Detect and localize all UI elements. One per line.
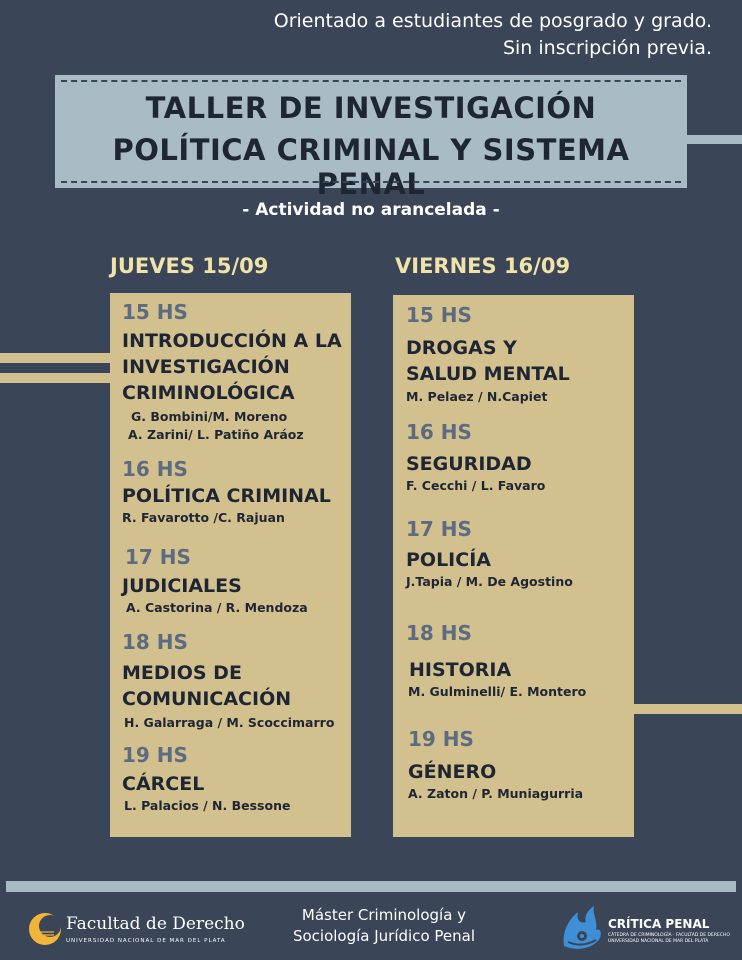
facultad-logo-name: Facultad de Derecho [66,914,245,934]
slot-topic-line: SEGURIDAD [406,453,532,475]
slot-topic [122,573,308,599]
audience-note-line1: Orientado a estudiantes de posgrado y grado. [273,10,712,32]
slot-topic-line: MEDIOS DE [122,662,242,684]
slot-hour: 15 HS [122,300,188,324]
slot-speakers [406,683,586,701]
title-accent-bar [687,135,742,144]
slot-speaker-line: H. Galarraga / M. Scoccimarro [124,715,335,730]
schedule-slot [408,727,583,803]
slot-hour: 17 HS [125,545,191,569]
schedule-slot [406,420,545,495]
slot-topic-line: POLÍTICA CRIMINAL [122,485,331,507]
slot-hour: 19 HS [122,743,188,767]
slot-hour: 17 HS [406,517,472,541]
fee-note: - Actividad no arancelada - [242,200,500,220]
slot-topic-line: CÁRCEL [122,773,205,795]
facultad-derecho-logo [28,912,245,950]
slot-topic [406,547,573,573]
slot-topic-line: HISTORIA [409,659,512,681]
audience-note [274,8,712,62]
schedule-panel-thursday [110,293,351,837]
slot-topic [122,483,331,509]
slot-speakers [408,785,583,803]
schedule-slot [406,621,586,701]
slot-speakers [406,388,570,406]
page-title-line1: TALLER DE INVESTIGACIÓN [145,91,597,125]
slot-speaker-line: A. Castorina / R. Mendoza [126,600,308,615]
slot-topic-line: GÉNERO [408,761,497,783]
slot-speaker-line: M. Gulminelli/ E. Montero [408,684,587,699]
slot-hour: 18 HS [122,630,188,654]
slot-topic [406,657,586,683]
decorative-connector-bar [634,704,742,714]
slot-topic [406,451,545,477]
critica-penal-emblem-icon [558,902,604,954]
footer-divider-bar [6,881,736,892]
slot-hour: 15 HS [406,303,472,327]
title-dashed-border-bottom [61,181,681,183]
slot-topic-line: INTRODUCCIÓN A LA [122,330,342,352]
title-dashed-border-top [61,80,681,82]
schedule-slot [122,545,308,617]
slot-hour: 19 HS [408,727,474,751]
slot-topic-line: INVESTIGACIÓN [122,356,290,378]
schedule-slot [406,303,570,406]
slot-topic-line: COMUNICACIÓN [122,688,292,710]
schedule-slot [122,300,342,444]
master-program-credit [268,905,500,947]
slot-hour: 16 HS [122,457,188,481]
slot-speakers [406,573,573,591]
schedule-slot [406,517,573,591]
slot-speakers [406,477,545,495]
facultad-logo-subtitle: UNIVERSIDAD NACIONAL DE MAR DEL PLATA [66,938,226,944]
slot-hour: 18 HS [406,621,472,645]
slot-speakers [122,408,342,444]
slot-topic-line: JUDICIALES [122,575,242,597]
slot-speakers [122,599,308,617]
schedule-slot [122,630,334,732]
slot-topic [122,660,334,712]
slot-speakers [122,797,290,815]
slot-speaker-line: A. Zarini/ L. Patiño Aráoz [128,427,304,442]
critica-penal-logo [558,902,730,958]
crescent-logo-icon [28,912,62,946]
slot-topic-line: POLICÍA [406,549,491,571]
critica-penal-subtitle-line: CÁTEDRA DE CRIMINOLOGÍA · FACULTAD DE DERECHO [608,933,730,938]
slot-speaker-line: A. Zaton / P. Muniagurria [408,786,584,801]
slot-speakers [122,714,334,732]
slot-speakers [122,509,331,527]
slot-topic-line: SALUD MENTAL [406,363,570,385]
schedule-slot [122,457,331,527]
critica-penal-subtitle [608,933,742,945]
slot-topic [122,328,342,406]
slot-speaker-line: G. Bombini/M. Moreno [131,409,288,424]
decorative-connector-bar [0,353,110,363]
slot-topic-line: DROGAS Y [406,337,517,359]
slot-speaker-line: R. Favarotto /C. Rajuan [122,510,285,525]
schedule-panel-friday [393,295,634,837]
day-heading-thursday: JUEVES 15/09 [110,254,269,278]
critica-penal-subtitle-line: UNIVERSIDAD NACIONAL DE MAR DEL PLATA [608,939,709,944]
slot-speaker-line: L. Palacios / N. Bessone [124,798,291,813]
day-heading-friday: VIERNES 16/09 [395,254,571,278]
schedule-slot [122,743,290,815]
slot-topic [406,335,570,387]
slot-hour: 16 HS [406,420,472,444]
slot-topic [408,759,583,785]
slot-topic [122,771,290,797]
audience-note-line2: Sin inscripción previa. [502,37,712,59]
slot-speaker-line: J.Tapia / M. De Agostino [406,574,573,589]
slot-topic-line: CRIMINOLÓGICA [122,382,295,404]
decorative-connector-bar [0,373,110,383]
master-line2: Sociología Jurídico Penal [292,927,476,945]
title-box [55,75,687,201]
master-line1: Máster Criminología y [301,906,467,924]
slot-speaker-line: F. Cecchi / L. Favaro [406,478,546,493]
page-title-line2: POLÍTICA CRIMINAL Y SISTEMA PENAL [112,133,630,201]
critica-penal-name: CRÍTICA PENAL [608,917,710,931]
slot-speaker-line: M. Pelaez / N.Capiet [406,389,548,404]
